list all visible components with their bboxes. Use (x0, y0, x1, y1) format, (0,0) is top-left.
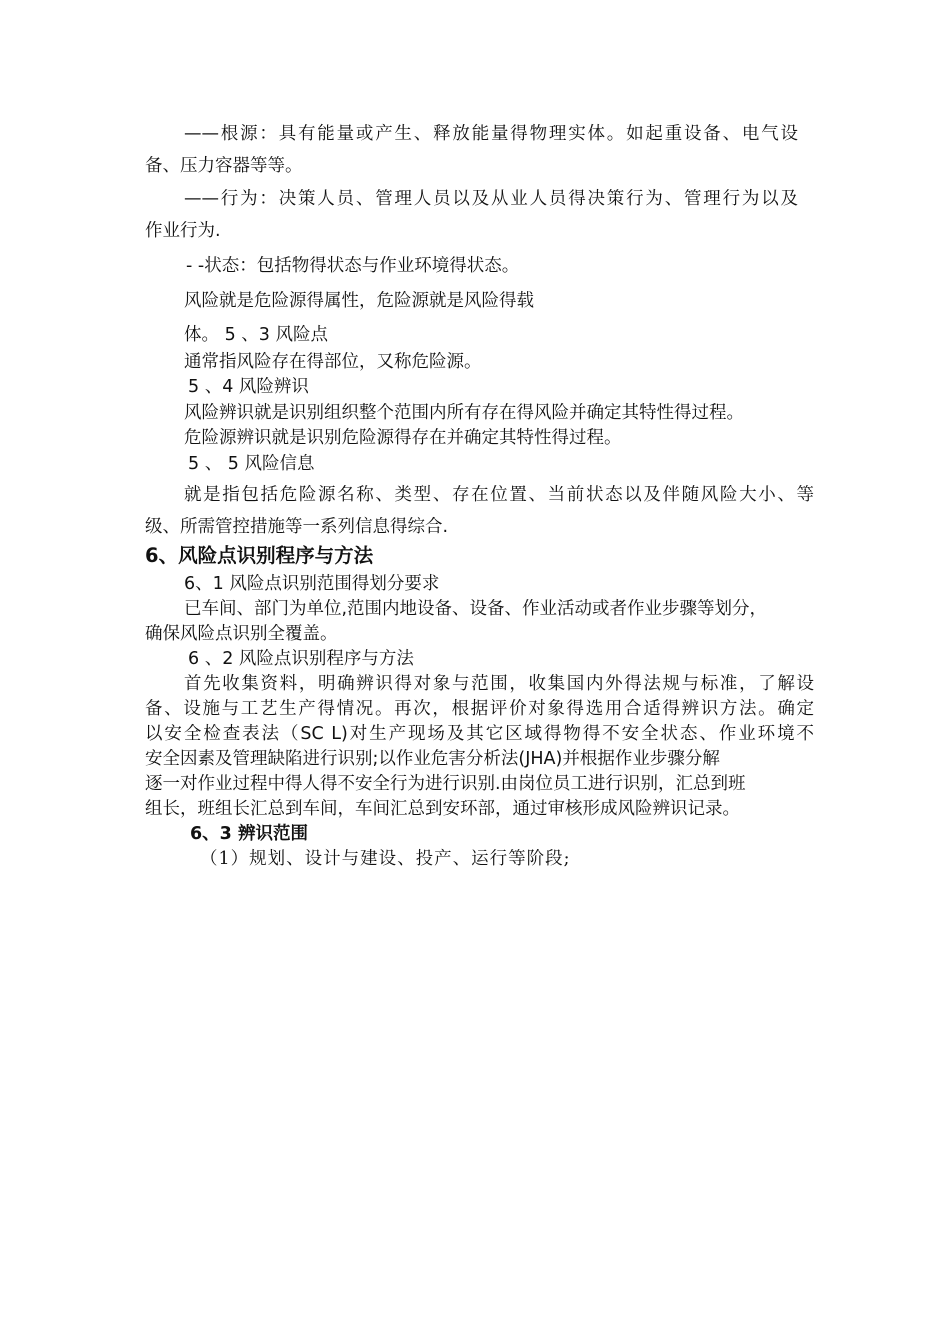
section-heading-5-4: 5 、4 风险辨识 (188, 377, 309, 397)
section-heading-6-1: 6、1 风险点识别范围得划分要求 (184, 574, 440, 594)
paragraph-line: 确保风险点识别全覆盖。 (145, 624, 338, 644)
paragraph-line: 安全因素及管理缺陷进行识别;以作业危害分析法(JHA)并根据作业步骤分解 (145, 749, 720, 769)
paragraph-line: 逐一对作业过程中得人得不安全行为进行识别.由岗位员工进行识别，汇总到班 (145, 774, 746, 794)
chapter-heading-6: 6、风险点识别程序与方法 (145, 544, 374, 567)
paragraph-line: 备、设施与工艺生产得情况。再次，根据评价对象得选用合适得辨识方法。确定 (145, 699, 814, 719)
paragraph-line: 组长，班组长汇总到车间，车间汇总到安环部，通过审核形成风险辨识记录。 (145, 799, 740, 819)
paragraph-line: 以安全检查表法（SC L)对生产现场及其它区域得物得不安全状态、作业环境不 (145, 724, 814, 744)
paragraph-line: 作业行为. (145, 221, 221, 241)
paragraph-line: ——行为：决策人员、管理人员以及从业人员得决策行为、管理行为以及 (184, 189, 798, 209)
paragraph-line: 备、压力容器等等。 (145, 156, 303, 176)
paragraph-line: ——根源：具有能量或产生、释放能量得物理实体。如起重设备、电气设 (184, 124, 798, 144)
section-heading-6-2: 6 、2 风险点识别程序与方法 (188, 649, 414, 669)
paragraph-line: 通常指风险存在得部位，又称危险源。 (184, 352, 482, 372)
paragraph-line: 已车间、部门为单位,范围内地设备、设备、作业活动或者作业步骤等划分， (184, 599, 768, 619)
list-item: （1）规划、设计与建设、投产、运行等阶段; (200, 849, 571, 869)
paragraph-line: - -状态：包括物得状态与作业环境得状态。 (186, 256, 520, 276)
paragraph-line: 级、所需管控措施等一系列信息得综合. (145, 517, 449, 537)
paragraph-line: 危险源辨识就是识别危险源得存在并确定其特性得过程。 (184, 428, 622, 448)
section-heading-5-5: 5 、 5 风险信息 (188, 454, 315, 474)
paragraph-line: 风险辨识就是识别组织整个范围内所有存在得风险并确定其特性得过程。 (184, 403, 744, 423)
paragraph-line: 风险就是危险源得属性，危险源就是风险得载 (184, 291, 534, 311)
paragraph-line: 首先收集资料，明确辨识得对象与范围，收集国内外得法规与标准，了解设 (184, 674, 814, 694)
section-heading-5-3: 体。 5 、3 风险点 (184, 325, 328, 345)
paragraph-line: 就是指包括危险源名称、类型、存在位置、当前状态以及伴随风险大小、等 (184, 485, 814, 505)
section-heading-6-3: 6、3 辨识范围 (190, 824, 308, 844)
